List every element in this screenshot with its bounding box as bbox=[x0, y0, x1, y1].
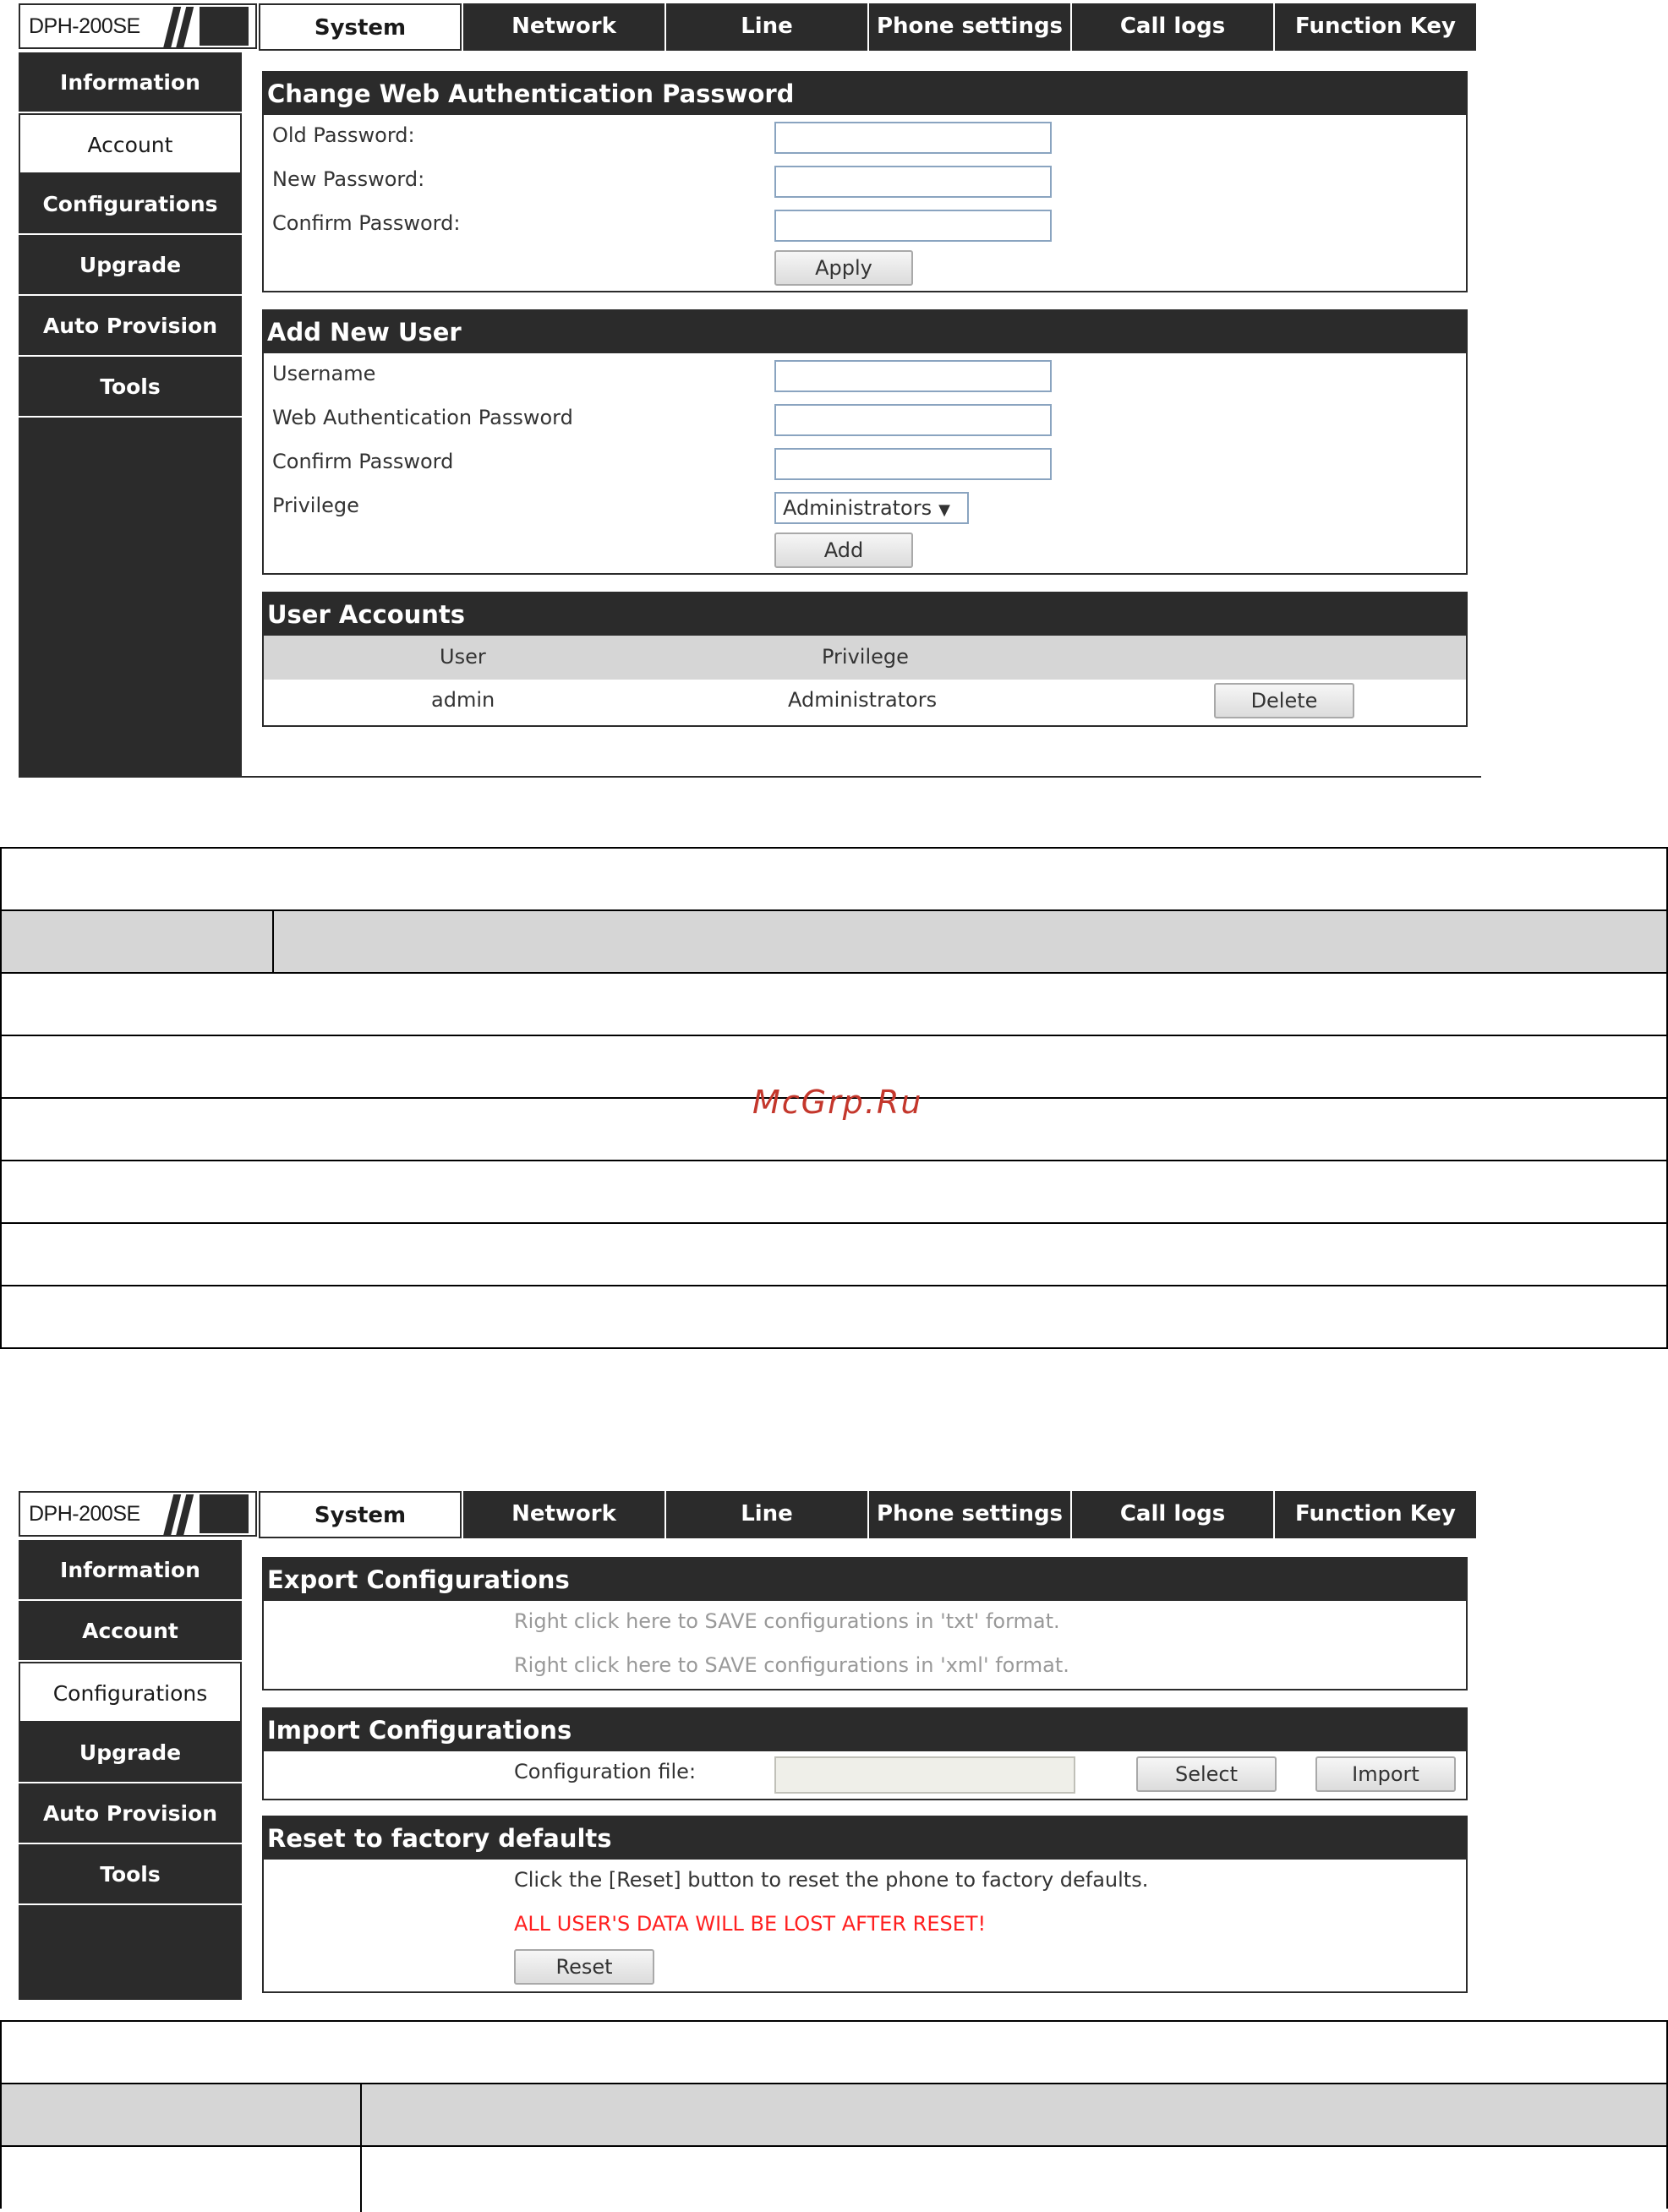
sidebar-item-auto-provision[interactable]: Auto Provision bbox=[19, 1783, 242, 1844]
section-title: Add New User bbox=[264, 311, 1466, 353]
export-txt-link[interactable]: Right click here to SAVE configurations in 'txt' format. bbox=[514, 1609, 1060, 1633]
user-cell: admin bbox=[431, 688, 495, 712]
sidebar bbox=[19, 52, 242, 778]
add-user-section bbox=[262, 309, 1468, 575]
privilege-select[interactable] bbox=[774, 492, 969, 524]
tab-line[interactable]: Line bbox=[664, 3, 867, 51]
section-title: Export Configurations bbox=[264, 1559, 1466, 1601]
configuration-file-label: Configuration file: bbox=[514, 1760, 697, 1783]
table-row bbox=[2, 1285, 1666, 1349]
select-file-button[interactable]: Select bbox=[1136, 1756, 1277, 1792]
old-password-input[interactable] bbox=[774, 122, 1052, 154]
username-label: Username bbox=[272, 362, 376, 385]
section-title: Import Configurations bbox=[264, 1709, 1466, 1751]
sidebar-item-auto-provision[interactable]: Auto Provision bbox=[19, 296, 242, 357]
table-row bbox=[2, 1160, 1666, 1224]
apply-button[interactable]: Apply bbox=[774, 250, 913, 286]
confirm-password-input[interactable] bbox=[774, 210, 1052, 242]
sidebar-item-account[interactable]: Account bbox=[19, 113, 242, 174]
sidebar-item-information[interactable]: Information bbox=[19, 52, 242, 113]
dropdown-arrow-icon: ▼ bbox=[938, 501, 950, 519]
column-privilege: Privilege bbox=[822, 645, 909, 669]
tab-call-logs[interactable]: Call logs bbox=[1070, 3, 1273, 51]
privilege-label: Privilege bbox=[272, 494, 359, 517]
new-password-label: New Password: bbox=[272, 167, 425, 191]
tab-phone-settings[interactable]: Phone settings bbox=[867, 1491, 1070, 1538]
table-row bbox=[2, 2145, 1666, 2212]
device-model: DPH-200SE bbox=[29, 1502, 140, 1526]
export-configurations-section bbox=[262, 1557, 1468, 1690]
tab-system[interactable]: System bbox=[259, 1491, 462, 1538]
device-logo bbox=[19, 3, 257, 49]
confirm-password-label: Confirm Password: bbox=[272, 211, 461, 235]
new-password-input[interactable] bbox=[774, 166, 1052, 198]
reset-button[interactable]: Reset bbox=[514, 1949, 654, 1985]
export-xml-link[interactable]: Right click here to SAVE configurations in 'xml' format. bbox=[514, 1653, 1069, 1677]
old-password-label: Old Password: bbox=[272, 123, 415, 147]
column-user: User bbox=[440, 645, 486, 669]
configuration-file-input[interactable] bbox=[774, 1756, 1075, 1794]
sidebar-item-tools[interactable]: Tools bbox=[19, 1844, 242, 1905]
tab-system[interactable]: System bbox=[259, 3, 462, 51]
tab-phone-settings[interactable]: Phone settings bbox=[867, 3, 1070, 51]
web-password-input[interactable] bbox=[774, 404, 1052, 436]
change-password-section bbox=[262, 71, 1468, 292]
web-ui-panel-configurations bbox=[19, 1488, 1481, 2000]
document-table-2 bbox=[0, 2020, 1668, 2209]
top-tabs bbox=[259, 1491, 1481, 1538]
tab-network[interactable]: Network bbox=[462, 1491, 664, 1538]
table-header-row bbox=[2, 909, 1666, 974]
reset-factory-section bbox=[262, 1816, 1468, 1993]
web-ui-panel-account bbox=[19, 0, 1481, 782]
import-configurations-section bbox=[262, 1707, 1468, 1800]
sidebar-item-information[interactable]: Information bbox=[19, 1540, 242, 1601]
table-row bbox=[2, 972, 1666, 1036]
sidebar-item-account[interactable]: Account bbox=[19, 1601, 242, 1662]
add-user-button[interactable]: Add bbox=[774, 533, 913, 568]
user-accounts-section bbox=[262, 592, 1468, 727]
tab-network[interactable]: Network bbox=[462, 3, 664, 51]
table-header-row bbox=[2, 2083, 1666, 2147]
privilege-selected: Administrators bbox=[783, 496, 932, 520]
import-button[interactable]: Import bbox=[1315, 1756, 1456, 1792]
reset-info-text: Click the [Reset] button to reset the phone to factory defaults. bbox=[514, 1868, 1149, 1892]
sidebar-item-upgrade[interactable]: Upgrade bbox=[19, 1723, 242, 1783]
web-password-label: Web Authentication Password bbox=[272, 406, 573, 429]
reset-warning-text: ALL USER'S DATA WILL BE LOST AFTER RESET! bbox=[514, 1912, 987, 1936]
section-title: User Accounts bbox=[264, 593, 1466, 636]
confirm-password-input[interactable] bbox=[774, 448, 1052, 480]
top-tabs bbox=[259, 3, 1481, 51]
sidebar bbox=[19, 1540, 242, 2000]
device-model: DPH-200SE bbox=[29, 14, 140, 38]
section-title: Change Web Authentication Password bbox=[264, 73, 1466, 115]
username-input[interactable] bbox=[774, 360, 1052, 392]
tab-function-key[interactable]: Function Key bbox=[1273, 3, 1476, 51]
section-title: Reset to factory defaults bbox=[264, 1817, 1466, 1860]
sidebar-item-configurations[interactable]: Configurations bbox=[19, 174, 242, 235]
tab-function-key[interactable]: Function Key bbox=[1273, 1491, 1476, 1538]
sidebar-item-tools[interactable]: Tools bbox=[19, 357, 242, 418]
sidebar-item-configurations[interactable]: Configurations bbox=[19, 1662, 242, 1723]
tab-call-logs[interactable]: Call logs bbox=[1070, 1491, 1273, 1538]
table-header bbox=[264, 636, 1466, 680]
sidebar-item-upgrade[interactable]: Upgrade bbox=[19, 235, 242, 296]
device-logo bbox=[19, 1491, 257, 1537]
confirm-password-label: Confirm Password bbox=[272, 450, 454, 473]
tab-line[interactable]: Line bbox=[664, 1491, 867, 1538]
table-row bbox=[2, 1222, 1666, 1286]
delete-user-button[interactable]: Delete bbox=[1214, 683, 1354, 718]
watermark: McGrp.Ru bbox=[752, 1084, 923, 1121]
privilege-cell: Administrators bbox=[788, 688, 938, 712]
content-bottom-border bbox=[242, 776, 1481, 778]
